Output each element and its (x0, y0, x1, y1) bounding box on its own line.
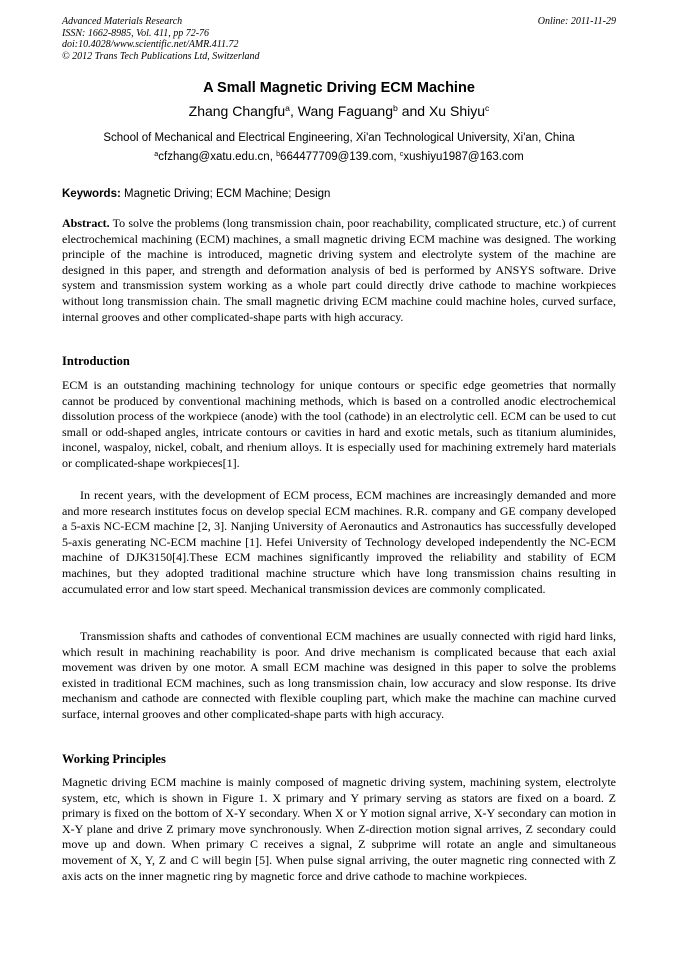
doi-line: doi:10.4028/www.scientific.net/AMR.411.72 (62, 39, 239, 50)
intro-paragraph-2: In recent years, with the development of ECM process, ECM machines are increasingly demanded and more and more research institutes focus on develop special ECM machines. R.R. company and GE company developed a 5-axis NC-ECM machine [2, 3]. Nanjing University of Aeronautics and Astronautics has successfully developed 5-axis generating NC-ECM machine [1]. Hefei University of Technology developed independently the NC-ECM machine of DJK3150[4].These ECM machines significantly improved the reliability and stability of ECM machines, but they adopted traditional machine structure which have long transmission chains resulting in accumulated error and low start speed. Mechanical transmission devices are commonly complicated. (62, 488, 616, 596)
issn-line: ISSN: 1662-8985, Vol. 411, pp 72-76 (62, 27, 210, 39)
email-address[interactable]: 664477709@139.com (280, 151, 394, 163)
online-date: Online: 2011-11-29 (537, 16, 616, 27)
keywords-label: Keywords: (62, 188, 121, 200)
keywords (62, 188, 330, 200)
email-mark: b (276, 150, 281, 159)
author-list (0, 103, 678, 119)
author-separator: and (397, 103, 429, 119)
journal-name: Advanced Materials Research (62, 16, 183, 27)
email-address[interactable]: xushiyu1987@163.com (403, 151, 524, 163)
author-affil-mark: b (393, 103, 398, 114)
author-name: Zhang Changfu (188, 103, 286, 119)
keywords-text: Magnetic Driving; ECM Machine; Design (120, 188, 331, 200)
author-emails (0, 151, 678, 163)
copyright-line: © 2012 Trans Tech Publications Ltd, Switzerland (62, 50, 260, 62)
abstract (62, 216, 616, 325)
author-name: Xu Shiyu (428, 103, 486, 119)
working-principles-heading: Working Principles (62, 752, 166, 766)
affiliation: School of Mechanical and Electrical Engineering, Xi'an Technological University, Xi'an, China (103, 132, 575, 144)
email-separator: , (269, 151, 277, 163)
author-affil-mark: a (285, 103, 290, 114)
journal-header (62, 16, 616, 62)
paper-title: A Small Magnetic Driving ECM Machine (203, 80, 475, 96)
author-affil-mark: c (485, 103, 490, 114)
email-mark: c (399, 150, 404, 159)
author-separator: , (290, 103, 298, 119)
email-separator: , (393, 151, 400, 163)
abstract-text: To solve the problems (long transmission chain, poor reachability, complicated structure, etc.) of current electrochemical machining (ECM) machines, a small magnetic driving ECM machine was designed. The working principle of the machine is introduced, magnetic driving system and electrolyte system of the machine are designed in this paper, and strength and deformation analysis of bed is performed by ANSYS software. Drive system and transmission system working as a whole part could directly drive cathode to machine workpieces without long transmission chain. The small magnetic driving ECM machine could machine holes, curved surface, internal grooves and other complicated-shape parts with high accuracy. (62, 216, 616, 324)
working-paragraph-1: Magnetic driving ECM machine is mainly composed of magnetic driving system, machining system, electrolyte system, etc, which is shown in Figure 1. X primary and Y primary serving as stators are fixed on a board. Z primary is fixed on the bottom of X-Y secondary. When X or Y motion signal arrive, X-Y secondary can motion in X-Y plane and drive Z primary move synchronously. When Z-direction motion signal arrives, Z secondary could move up and down. When primary C receives a signal, Z subprime will rotate an angle and simultaneous movement of X, Y, Z and C will begin [5]. When pulse signal arriving, the outer magnetic ring connected with Z axis acts on the inner magnetic ring by magnetic force and drive cathode to machine workpieces. (62, 775, 616, 883)
abstract-label: Abstract. (62, 216, 110, 230)
email-address[interactable]: cfzhang@xatu.edu.cn (158, 151, 270, 163)
email-mark: a (154, 150, 159, 159)
author-name: Wang Faguang (297, 103, 393, 119)
intro-paragraph-1: ECM is an outstanding machining technology for unique contours or specific edge geometries that normally cannot be produced by conventional machining methods, which is based on a controlled anodic electrochemical dissolution process of the workpiece (anode) with the tool (cathode) in an electrolytic cell. ECM can be used to cut small or odd-shaped angles, intricate contours or cavities in hard and exotic metals, such as titanium aluminides, inconel, waspaloy, nickel, cobalt, and rhenium alloys. It is especially used for machining extremely hard materials or complicated-shape workpieces[1]. (62, 378, 616, 470)
intro-paragraph-3: Transmission shafts and cathodes of conventional ECM machines are usually connected with rigid hard links, which result in machining reachability is poor. And drive mechanism is complicated because that each axial movement was driven by one motor. A small ECM machine was designed in this paper to solve the problems existed in traditional ECM machines, such as long transmission chain, low accuracy and slow response. Its drive mechanism and cathode are connected with flexible coupling part, which make the machine can machine curved surface, internal grooves and other complicated-shape parts with high accuracy. (62, 629, 616, 721)
introduction-heading: Introduction (62, 354, 130, 368)
